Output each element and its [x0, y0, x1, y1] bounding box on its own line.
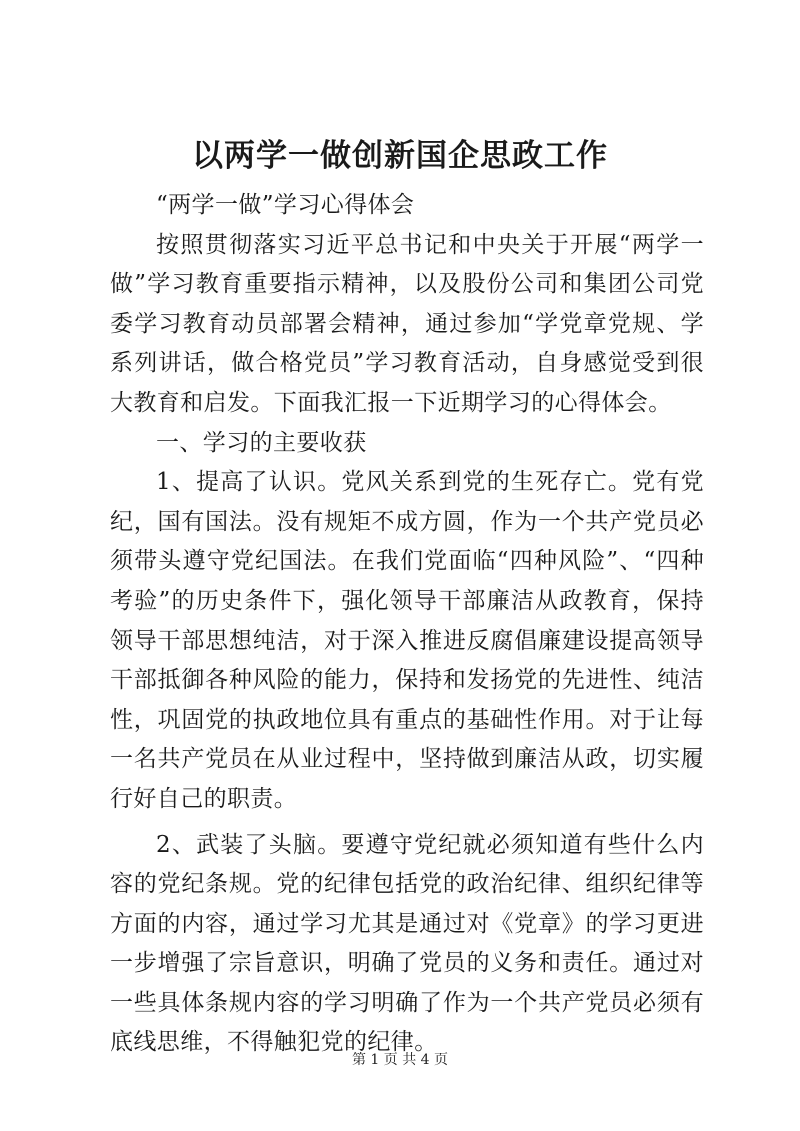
page-footer: 第 1 页 共 4 页: [351, 1052, 449, 1068]
subtitle-paragraph: “两学一做”学习心得体会: [156, 192, 415, 218]
intro-paragraph: 按照贯彻落实习近平总书记和中央关于开展“两学一做”学习教育重要指示精神，以及股份公司和集团公司党委学习教育动员部署会精神，通过参加“学党章党规、学系列讲话，做合格党员”学习教育活动，自身感觉受到很大教育和启发。下面我汇报一下近期学习的心得体会。: [110, 231, 704, 416]
point-2-paragraph: 2、武装了头脑。要遵守党纪就必须知道有些什么内容的党纪条规。党的纪律包括党的政治纪律、组织纪律等方面的内容，通过学习尤其是通过对《党章》的学习更进一步增强了宗旨意识，明确了党员的义务和责任。通过对一些具体条规内容的学习明确了作为一个共产党员必须有底线思维，不得触犯党的纪律。: [110, 831, 704, 1056]
document-body: [110, 186, 704, 1063]
section-heading: 一、学习的主要收获: [156, 429, 367, 456]
document-title: 以两学一做创新国企思政工作: [192, 138, 608, 174]
point-1-paragraph: 1、提高了认识。党风关系到党的生死存亡。党有党纪，国有国法。没有规矩不成方圆，作为一个共产党员必须带头遵守党纪国法。在我们党面临“四种风险”、“四种考验”的历史条件下，强化领导干部廉洁从政教育，保持领导干部思想纯洁，对于深入推进反腐倡廉建设提高领导干部抵御各种风险的能力，保持和发扬党的先进性、纯洁性，巩固党的执政地位具有重点的基础性作用。对于让每一名共产党员在从业过程中，坚持做到廉洁从政，切实履行好自己的职责。: [110, 469, 704, 812]
